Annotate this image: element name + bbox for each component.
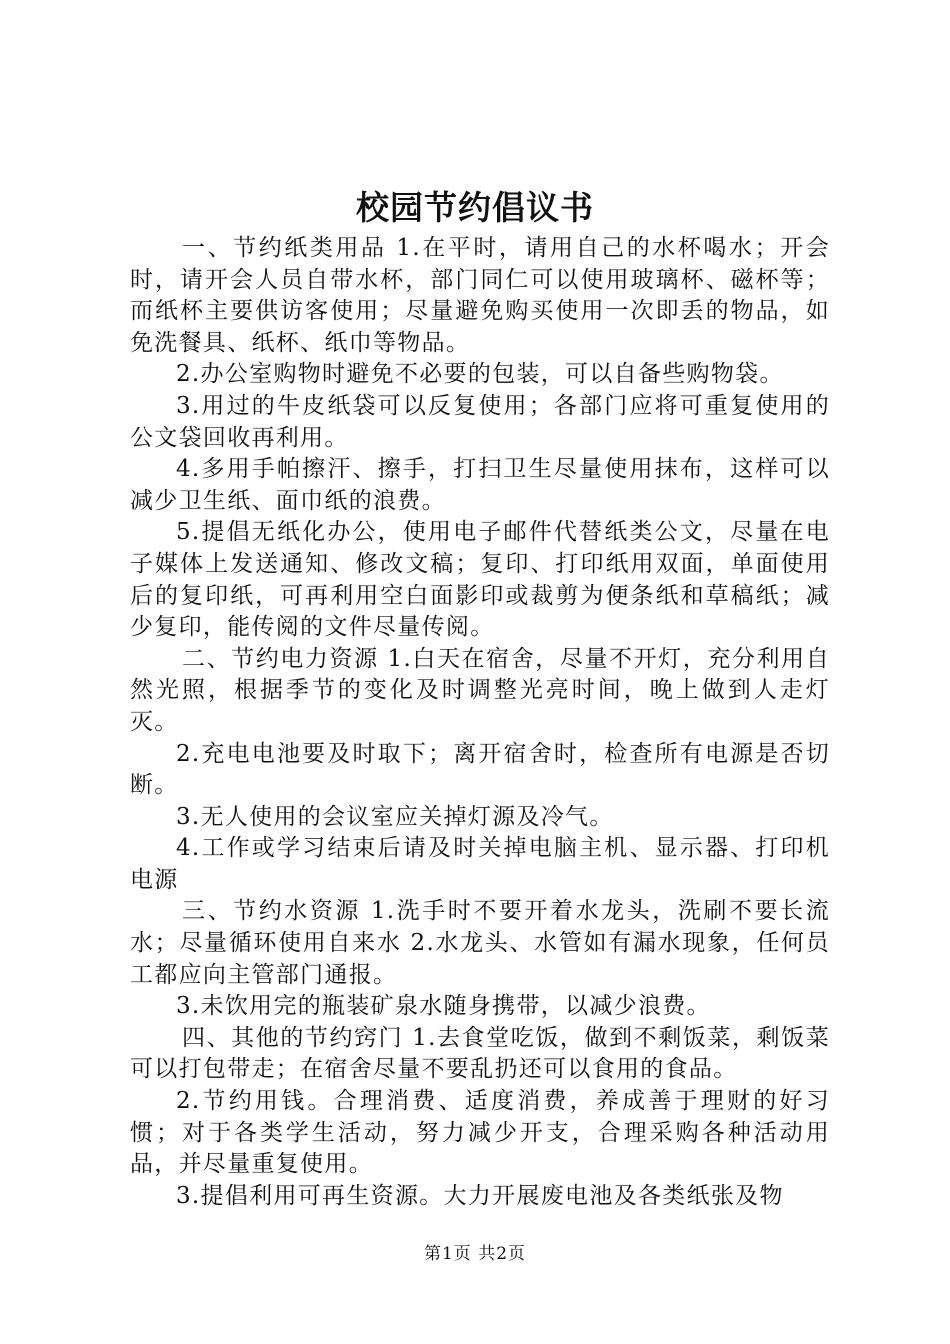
page-number-footer: 第1页 共2页	[423, 1244, 527, 1264]
paragraph-other-saving-3: 3.提倡利用可再生资源。大力开展废电池及各类纸张及物	[176, 1182, 784, 1209]
paragraph-other-saving-2: 2.节约用钱。合理消费、适度消费，养成善于理财的好习惯；对于各类学生活动，努力减少开支，合理采购各种活动用品，并尽量重复使用。	[130, 1088, 830, 1178]
paragraph-electricity-saving-1: 二、节约电力资源 1.白天在宿舍，尽量不开灯，充分利用自然光照，根据季节的变化及时调整光亮时间，晚上做到人走灯灭。	[130, 645, 830, 735]
paragraph-paper-saving-4: 4.多用手帕擦汗、擦手，打扫卫生尽量使用抹布，这样可以减少卫生纸、面巾纸的浪费。	[130, 456, 830, 514]
paragraph-paper-saving-1: 一、节约纸类用品 1.在平时，请用自己的水杯喝水；开会时，请开会人员自带水杯，部门同仁可以使用玻璃杯、磁杯等；而纸杯主要供访客使用；尽量避免购买使用一次即丢的物品，如免洗餐具、纸杯、纸巾等物品。	[130, 235, 830, 356]
paragraph-paper-saving-2: 2.办公室购物时避免不必要的包装，可以自备些购物袋。	[176, 361, 784, 388]
paragraph-electricity-saving-4: 4.工作或学习结束后请及时关掉电脑主机、显示器、打印机电源	[130, 835, 830, 893]
paragraph-electricity-saving-3: 3.无人使用的会议室应关掉灯源及冷气。	[176, 803, 614, 830]
document-body	[130, 233, 830, 1212]
paragraph-paper-saving-3: 3.用过的牛皮纸袋可以反复使用；各部门应将可重复使用的公文袋回收再利用。	[130, 392, 830, 451]
paragraph-paper-saving-5: 5.提倡无纸化办公，使用电子邮件代替纸类公文，尽量在电子媒体上发送通知、修改文稿；复印、打印纸用双面，单面使用后的复印纸，可再利用空白面影印或裁剪为便条纸和草稿纸；减少复印，能传阅的文件尽量传阅。	[130, 519, 830, 641]
paragraph-other-saving-1: 四、其他的节约窍门 1.去食堂吃饭，做到不剩饭菜，剩饭菜可以打包带走；在宿舍尽量不要乱扔还可以食用的食品。	[130, 1024, 830, 1083]
paragraph-water-saving-1: 三、节约水资源 1.洗手时不要开着水龙头，洗刷不要长流水；尽量循环使用自来水 2.水龙头、水管如有漏水现象，任何员工都应向主管部门通报。	[130, 898, 830, 988]
document-title: 校园节约倡议书	[356, 188, 594, 227]
paragraph-water-saving-3: 3.未饮用完的瓶装矿泉水随身携带，以减少浪费。	[176, 993, 711, 1020]
paragraph-electricity-saving-2: 2.充电电池要及时取下；离开宿舍时，检查所有电源是否切断。	[130, 740, 830, 799]
